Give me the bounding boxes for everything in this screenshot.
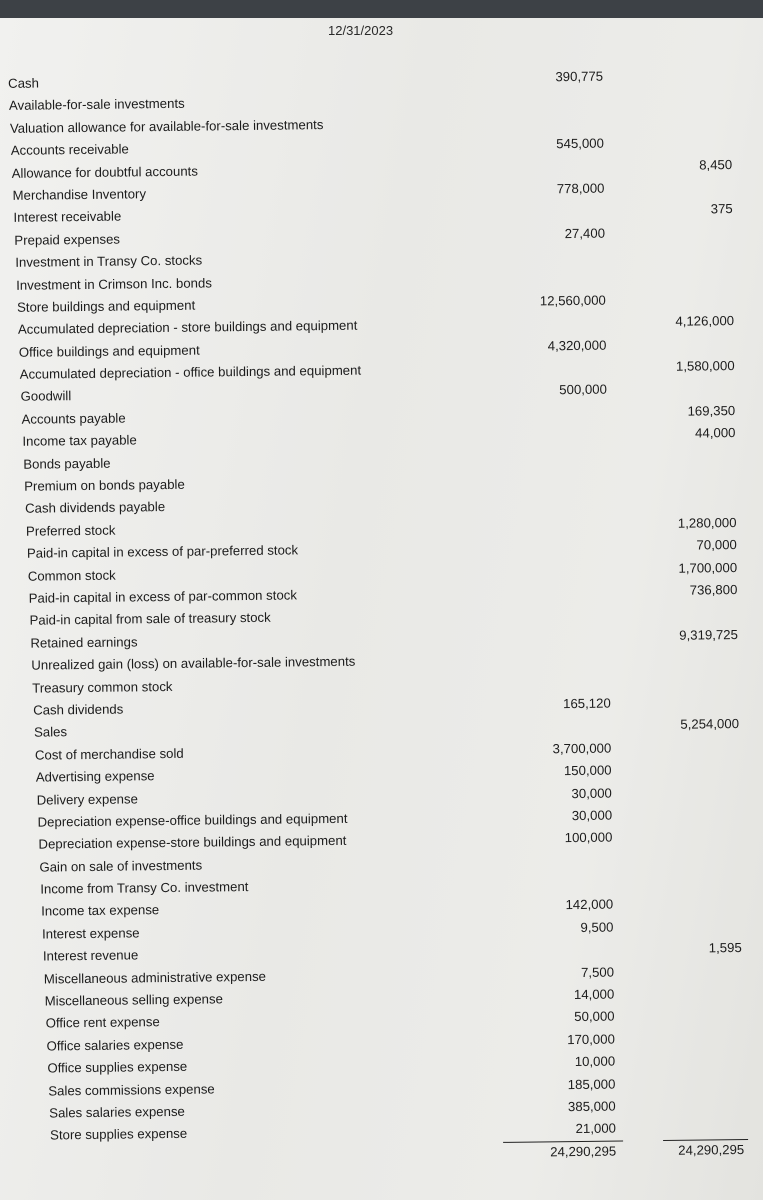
account-name: Merchandise Inventory (12, 186, 147, 203)
debit-amount: 778,000 (556, 180, 605, 197)
credit-amount: 1,595 (708, 940, 742, 956)
debit-amount: 545,000 (556, 135, 604, 152)
credit-amount: 9,319,725 (679, 626, 739, 643)
debit-amount: 21,000 (575, 1120, 617, 1137)
account-name: Goodwill (20, 388, 72, 405)
debit-amount: 10,000 (574, 1053, 616, 1070)
account-name: Office supplies expense (47, 1058, 188, 1076)
account-name: Gain on sale of investments (39, 857, 203, 875)
credit-amount: 1,280,000 (677, 514, 737, 531)
account-name: Cash dividends payable (24, 499, 166, 517)
account-name: Cost of merchandise sold (34, 745, 184, 763)
account-name: Common stock (27, 567, 116, 584)
debit-amount: 170,000 (567, 1031, 615, 1047)
account-name: Income from Transy Co. investment (40, 879, 249, 897)
account-name: Cash (8, 75, 40, 91)
credit-amount: 736,800 (689, 582, 738, 598)
debit-amount: 500,000 (559, 382, 608, 398)
debit-amount: 385,000 (567, 1098, 616, 1115)
debit-amount: 390,775 (555, 68, 604, 85)
debit-amount: 142,000 (565, 897, 614, 913)
account-name: Office rent expense (45, 1014, 160, 1031)
account-name: Preferred stock (25, 522, 116, 539)
credit-amount: 44,000 (695, 425, 736, 441)
account-name: Unrealized gain (loss) on available-for-sale investments (31, 653, 356, 673)
account-name: Interest revenue (42, 947, 139, 964)
debit-amount: 50,000 (574, 1008, 615, 1025)
credit-amount: 1,700,000 (678, 559, 738, 576)
credit-amount: 5,254,000 (680, 716, 740, 733)
account-name: Allowance for doubtful accounts (11, 163, 198, 181)
debit-amount: 7,500 (580, 964, 615, 980)
account-name: Miscellaneous administrative expense (43, 968, 267, 987)
account-name: Paid-in capital in excess of par-preferred stock (26, 542, 299, 561)
debit-amount: 30,000 (571, 807, 613, 823)
top-dark-bar (0, 0, 763, 18)
account-name: Investment in Crimson Inc. bonds (16, 274, 212, 293)
account-name: Income tax payable (22, 432, 137, 450)
account-name: Treasury common stock (32, 678, 173, 696)
account-name: Sales (33, 724, 68, 740)
debit-amount: 3,700,000 (552, 740, 612, 757)
account-name: Advertising expense (35, 768, 155, 785)
account-name: Office salaries expense (46, 1036, 184, 1054)
account-name: Premium on bonds payable (24, 476, 185, 494)
credit-amount: 8,450 (699, 156, 733, 173)
debit-amount: 100,000 (564, 829, 613, 846)
account-name: Store supplies expense (50, 1126, 188, 1143)
debit-amount: 4,320,000 (547, 337, 607, 354)
credit-amount: 4,126,000 (675, 313, 735, 330)
credit-amount: 70,000 (696, 537, 737, 553)
credit-total: 24,290,295 (678, 1141, 745, 1158)
account-name: Paid-in capital from sale of treasury stock (29, 610, 271, 629)
credit-amount: 375 (710, 201, 733, 217)
credit-amount: 1,580,000 (675, 358, 735, 374)
trial-balance-rows (0, 64, 763, 1170)
account-name: Sales commissions expense (48, 1081, 215, 1099)
debit-amount: 30,000 (571, 785, 612, 801)
account-name: Paid-in capital in excess of par-common stock (28, 587, 298, 606)
debit-amount: 12,560,000 (539, 292, 606, 309)
account-name: Prepaid expenses (14, 231, 121, 248)
account-name: Accounts payable (21, 410, 126, 427)
account-name: Cash dividends (33, 701, 124, 718)
account-name: Interest receivable (13, 208, 122, 226)
balance-date: 12/31/2023 (328, 23, 394, 38)
account-name: Available-for-sale investments (8, 96, 185, 114)
debit-amount: 165,120 (562, 695, 611, 712)
debit-amount: 150,000 (563, 762, 612, 779)
account-name: Depreciation expense-store buildings and equipment (38, 833, 347, 852)
account-name: Office buildings and equipment (18, 342, 200, 360)
account-name: Miscellaneous selling expense (44, 991, 223, 1009)
account-name: Accumulated depreciation - store buildings and equipment (17, 317, 358, 338)
account-name: Accumulated depreciation - office buildings and equipment (19, 362, 362, 382)
credit-amount: 169,350 (687, 402, 736, 419)
account-name: Income tax expense (41, 902, 160, 920)
trial-balance-sheet (0, 18, 763, 1200)
debit-amount: 185,000 (567, 1076, 616, 1092)
account-name: Interest expense (41, 925, 140, 942)
account-name: Valuation allowance for available-for-sale investments (9, 116, 324, 136)
account-name: Accounts receivable (10, 141, 129, 159)
account-name: Bonds payable (23, 455, 111, 472)
debit-amount: 9,500 (580, 919, 614, 935)
account-name: Delivery expense (36, 790, 138, 808)
debit-amount: 14,000 (573, 986, 615, 1003)
account-name: Depreciation expense-office buildings and equipment (37, 810, 348, 830)
account-name: Investment in Transy Co. stocks (15, 252, 203, 270)
debit-total: 24,290,295 (550, 1143, 617, 1160)
debit-amount: 27,400 (564, 225, 606, 241)
account-name: Store buildings and equipment (16, 297, 196, 315)
account-name: Retained earnings (30, 634, 138, 651)
account-name: Sales salaries expense (49, 1103, 185, 1121)
